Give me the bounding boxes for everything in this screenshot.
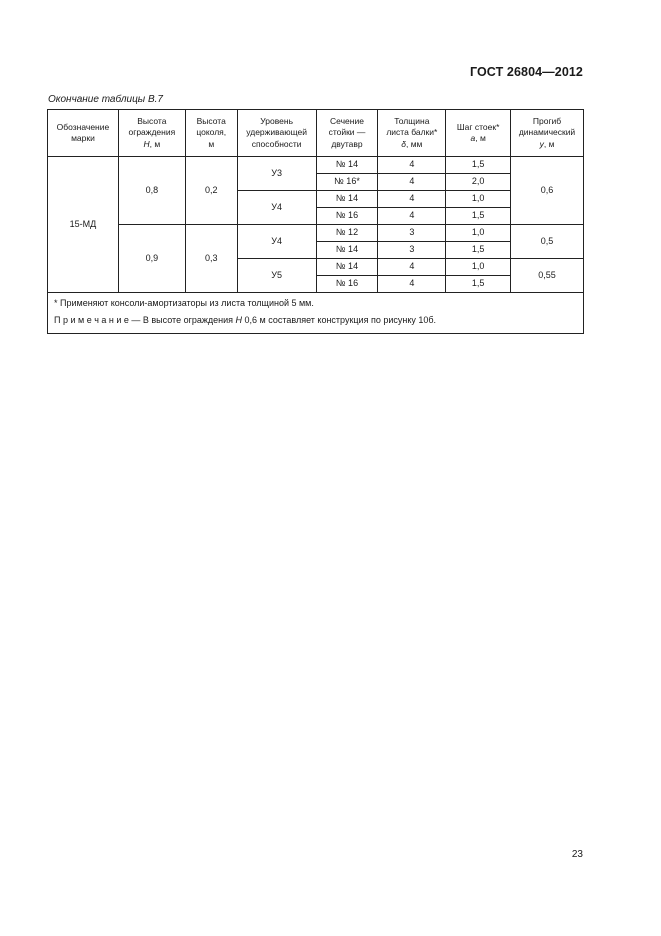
cell-section: № 14 <box>316 191 378 208</box>
cell-thickness: 4 <box>378 208 446 225</box>
page-number: 23 <box>571 849 583 860</box>
table-notes <box>48 293 584 334</box>
cell-step: 1,0 <box>446 259 511 276</box>
cell-fence-height: 0,9 <box>118 225 185 293</box>
cell-section: № 16* <box>316 174 378 191</box>
cell-thickness: 4 <box>378 259 446 276</box>
cell-plinth-height: 0,3 <box>185 225 237 293</box>
cell-step: 2,0 <box>446 174 511 191</box>
cell-section: № 14 <box>316 157 378 174</box>
table-notes-row <box>48 293 584 334</box>
table-row <box>48 157 584 174</box>
cell-thickness: 3 <box>378 225 446 242</box>
cell-thickness: 3 <box>378 242 446 259</box>
cell-section: № 16 <box>316 208 378 225</box>
cell-plinth-height: 0,2 <box>185 157 237 225</box>
header-thickness: Толщина листа балки* δ, мм <box>378 110 446 157</box>
header-post-step: Шаг стоек* a, м <box>446 110 511 157</box>
cell-step: 1,0 <box>446 225 511 242</box>
header-plinth-height: Высота цоколя, м <box>185 110 237 157</box>
table-footnote: * Применяют консоли-амортизаторы из листа толщиной 5 мм. <box>54 298 314 308</box>
cell-section: № 16 <box>316 276 378 293</box>
cell-step: 1,0 <box>446 191 511 208</box>
cell-thickness: 4 <box>378 191 446 208</box>
cell-deflection: 0,6 <box>511 157 584 225</box>
table-header-row <box>48 110 584 157</box>
document-code: ГОСТ 26804—2012 <box>469 65 583 79</box>
cell-thickness: 4 <box>378 157 446 174</box>
cell-section: № 14 <box>316 242 378 259</box>
header-section: Сечение стойки — двутавр <box>316 110 378 157</box>
cell-level: У4 <box>237 191 316 225</box>
cell-level: У5 <box>237 259 316 293</box>
cell-step: 1,5 <box>446 242 511 259</box>
header-fence-height: Высота ограждения H, м <box>118 110 185 157</box>
cell-step: 1,5 <box>446 208 511 225</box>
cell-section: № 14 <box>316 259 378 276</box>
cell-section: № 12 <box>316 225 378 242</box>
cell-step: 1,5 <box>446 157 511 174</box>
cell-deflection: 0,5 <box>511 225 584 259</box>
cell-mark: 15-МД <box>48 157 119 293</box>
cell-level: У3 <box>237 157 316 191</box>
cell-thickness: 4 <box>378 276 446 293</box>
cell-fence-height: 0,8 <box>118 157 185 225</box>
cell-level: У4 <box>237 225 316 259</box>
header-mark: Обозначение марки <box>48 110 119 157</box>
table-caption: Окончание таблицы В.7 <box>48 94 163 105</box>
cell-thickness: 4 <box>378 174 446 191</box>
table-note: П р и м е ч а н и е — В высоте ограждения H 0,6 м составляет конструкция по рисунку 10б. <box>54 315 437 325</box>
header-level: Уровень удерживающей способности <box>237 110 316 157</box>
cell-deflection: 0,55 <box>511 259 584 293</box>
header-deflection: Прогиб динамический y, м <box>511 110 584 157</box>
data-table <box>47 109 584 334</box>
table-row <box>48 225 584 242</box>
cell-step: 1,5 <box>446 276 511 293</box>
